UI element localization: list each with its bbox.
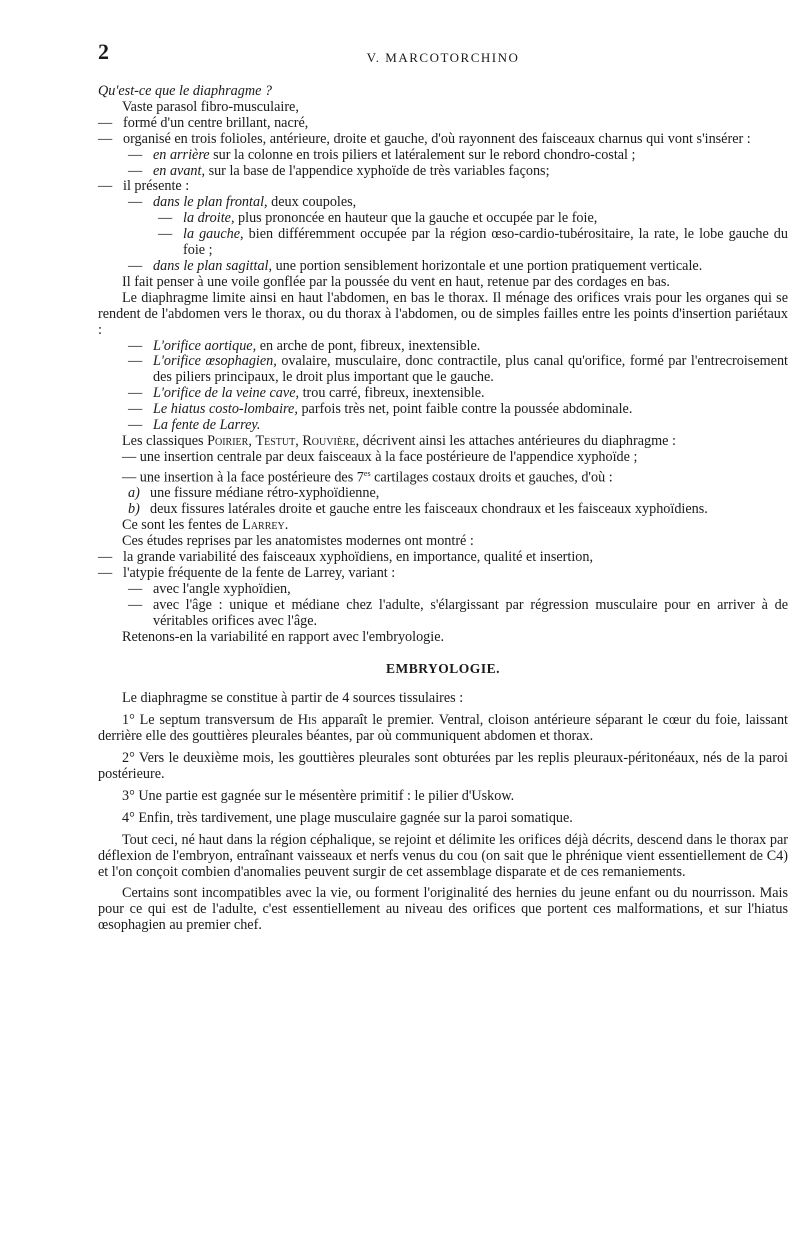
- page-number: 2: [98, 39, 109, 64]
- paragraph: Ce sont les fentes de Larrey.: [122, 517, 289, 534]
- list-item: — dans le plan frontal, deux coupoles,: [128, 194, 357, 211]
- paragraph: 4° Enfin, très tardivement, une plage musculaire gagnée sur la paroi somatique.: [122, 809, 573, 826]
- list-item: — La fente de Larrey.: [128, 417, 261, 434]
- paragraph: Vaste parasol fibro-musculaire,: [122, 98, 299, 115]
- list-item: — avec l'âge : unique et médiane chez l'adulte, s'élargissant par régression musculaire pour en arriver à de véritables orifices avec l'âge.: [128, 596, 788, 629]
- paragraph: Le diaphragme limite ainsi en haut l'abdomen, en bas le thorax. Il ménage des orifices vrais pour les organes qui se rendent de l'abdomen vers le thorax, ou du thorax à l'abdomen, ou de simples failles entre les points d'insertion pariétaux :: [98, 289, 788, 338]
- list-item: b) deux fissures latérales droite et gauche entre les faisceaux chondraux et les faisceaux xyphoïdiens.: [128, 501, 708, 518]
- list-item: — L'orifice de la veine cave, trou carré, fibreux, inextensible.: [128, 385, 485, 402]
- list-item: — la droite, plus prononcée en hauteur que la gauche et occupée par le foie,: [158, 210, 598, 227]
- list-item: — L'orifice œsophagien, ovalaire, musculaire, donc contractile, plus canal qu'orifice, formé par l'entrecroisement des piliers principaux, le droit plus important que le gauche.: [128, 353, 788, 386]
- paragraph: Les classiques Poirier, Testut, Rouvière, décrivent ainsi les attaches antérieures du diaphragme :: [122, 432, 676, 449]
- paragraph: Il fait penser à une voile gonflée par la poussée du vent en haut, retenue par des cordages en bas.: [122, 273, 670, 290]
- page-body: [98, 84, 788, 934]
- paragraph: Certains sont incompatibles avec la vie, ou forment l'originalité des hernies du jeune enfant ou du nourrisson. Mais pour ce qui est de l'adulte, c'est essentiellement au niveau des orifices que portent ces malformations, et sur l'hiatus œsophagien au premier chef.: [98, 885, 788, 934]
- paragraph: Ces études reprises par les anatomistes modernes ont montré :: [122, 533, 474, 550]
- list-item: — il présente :: [98, 178, 190, 195]
- paragraph: 2° Vers le deuxième mois, les gouttières pleurales sont obturées par les replis pleuraux-péritonéaux, nés de la paroi postérieure.: [98, 750, 788, 782]
- paragraph: 1° Le septum transversum de His apparaît le premier. Ventral, cloison antérieure séparant le cœur du foie, laissant derrière elle des gouttières pleurales béantes, par où communiquent abdomen et thorax.: [98, 712, 789, 745]
- list-item: — L'orifice aortique, en arche de pont, fibreux, inextensible.: [128, 337, 481, 354]
- list-item: — formé d'un centre brillant, nacré,: [98, 114, 309, 131]
- list-item: — en arrière sur la colonne en trois piliers et latéralement sur le rebord chondro-costal ;: [128, 146, 636, 163]
- paragraph: Tout ceci, né haut dans la région céphalique, se rejoint et délimite les orifices déjà décrits, descend dans le thorax par déflexion de l'embryon, entraînant vaisseaux et nerfs venus du cou (on sait que le phrénique vient essentiellement de C4) et l'on conçoit combien d'anomalies peuvent surgir de cet assemblage disparate et de ces remaniements.: [98, 831, 788, 880]
- list-item: — dans le plan sagittal, une portion sensiblement horizontale et une portion pratiquement verticale.: [128, 257, 703, 274]
- question-heading: Qu'est-ce que le diaphragme ?: [98, 83, 273, 99]
- page-header: [98, 39, 788, 70]
- running-title: V. MARCOTORCHINO: [366, 50, 520, 65]
- paragraph: — une insertion centrale par deux faisceaux à la face postérieure de l'appendice xyphoïde ;: [122, 448, 638, 465]
- paragraph: — une insertion à la face postérieure des $7^{es}$ cartilages costaux droits et gauches, d'où :: [122, 468, 613, 486]
- list-item: — Le hiatus costo-lombaire, parfois très net, point faible contre la poussée abdominale.: [128, 401, 633, 418]
- paragraph: Retenons-en la variabilité en rapport avec l'embryologie.: [122, 628, 445, 645]
- list-item: — organisé en trois folioles, antérieure, droite et gauche, d'où rayonnent des faisceaux charnus qui vont s'insérer :: [98, 130, 751, 147]
- list-item: — l'atypie fréquente de la fente de Larrey, variant :: [98, 564, 396, 581]
- section-heading: EMBRYOLOGIE.: [386, 661, 500, 677]
- list-item: — en avant, sur la base de l'appendice xyphoïde de très variables façons;: [128, 162, 550, 179]
- paragraph: 3° Une partie est gagnée sur le mésentère primitif : le pilier d'Uskow.: [122, 787, 515, 804]
- list-item: a) une fissure médiane rétro-xyphoïdienne,: [128, 485, 380, 502]
- list-item: — avec l'angle xyphoïdien,: [128, 580, 291, 597]
- list-item: — la gauche, bien différemment occupée par la région œso-cardio-tubérositaire, la rate, le lobe gauche du foie ;: [158, 226, 788, 259]
- list-item: — la grande variabilité des faisceaux xyphoïdiens, en importance, qualité et insertion,: [98, 549, 593, 566]
- paragraph: Le diaphragme se constitue à partir de 4 sources tissulaires :: [122, 690, 464, 707]
